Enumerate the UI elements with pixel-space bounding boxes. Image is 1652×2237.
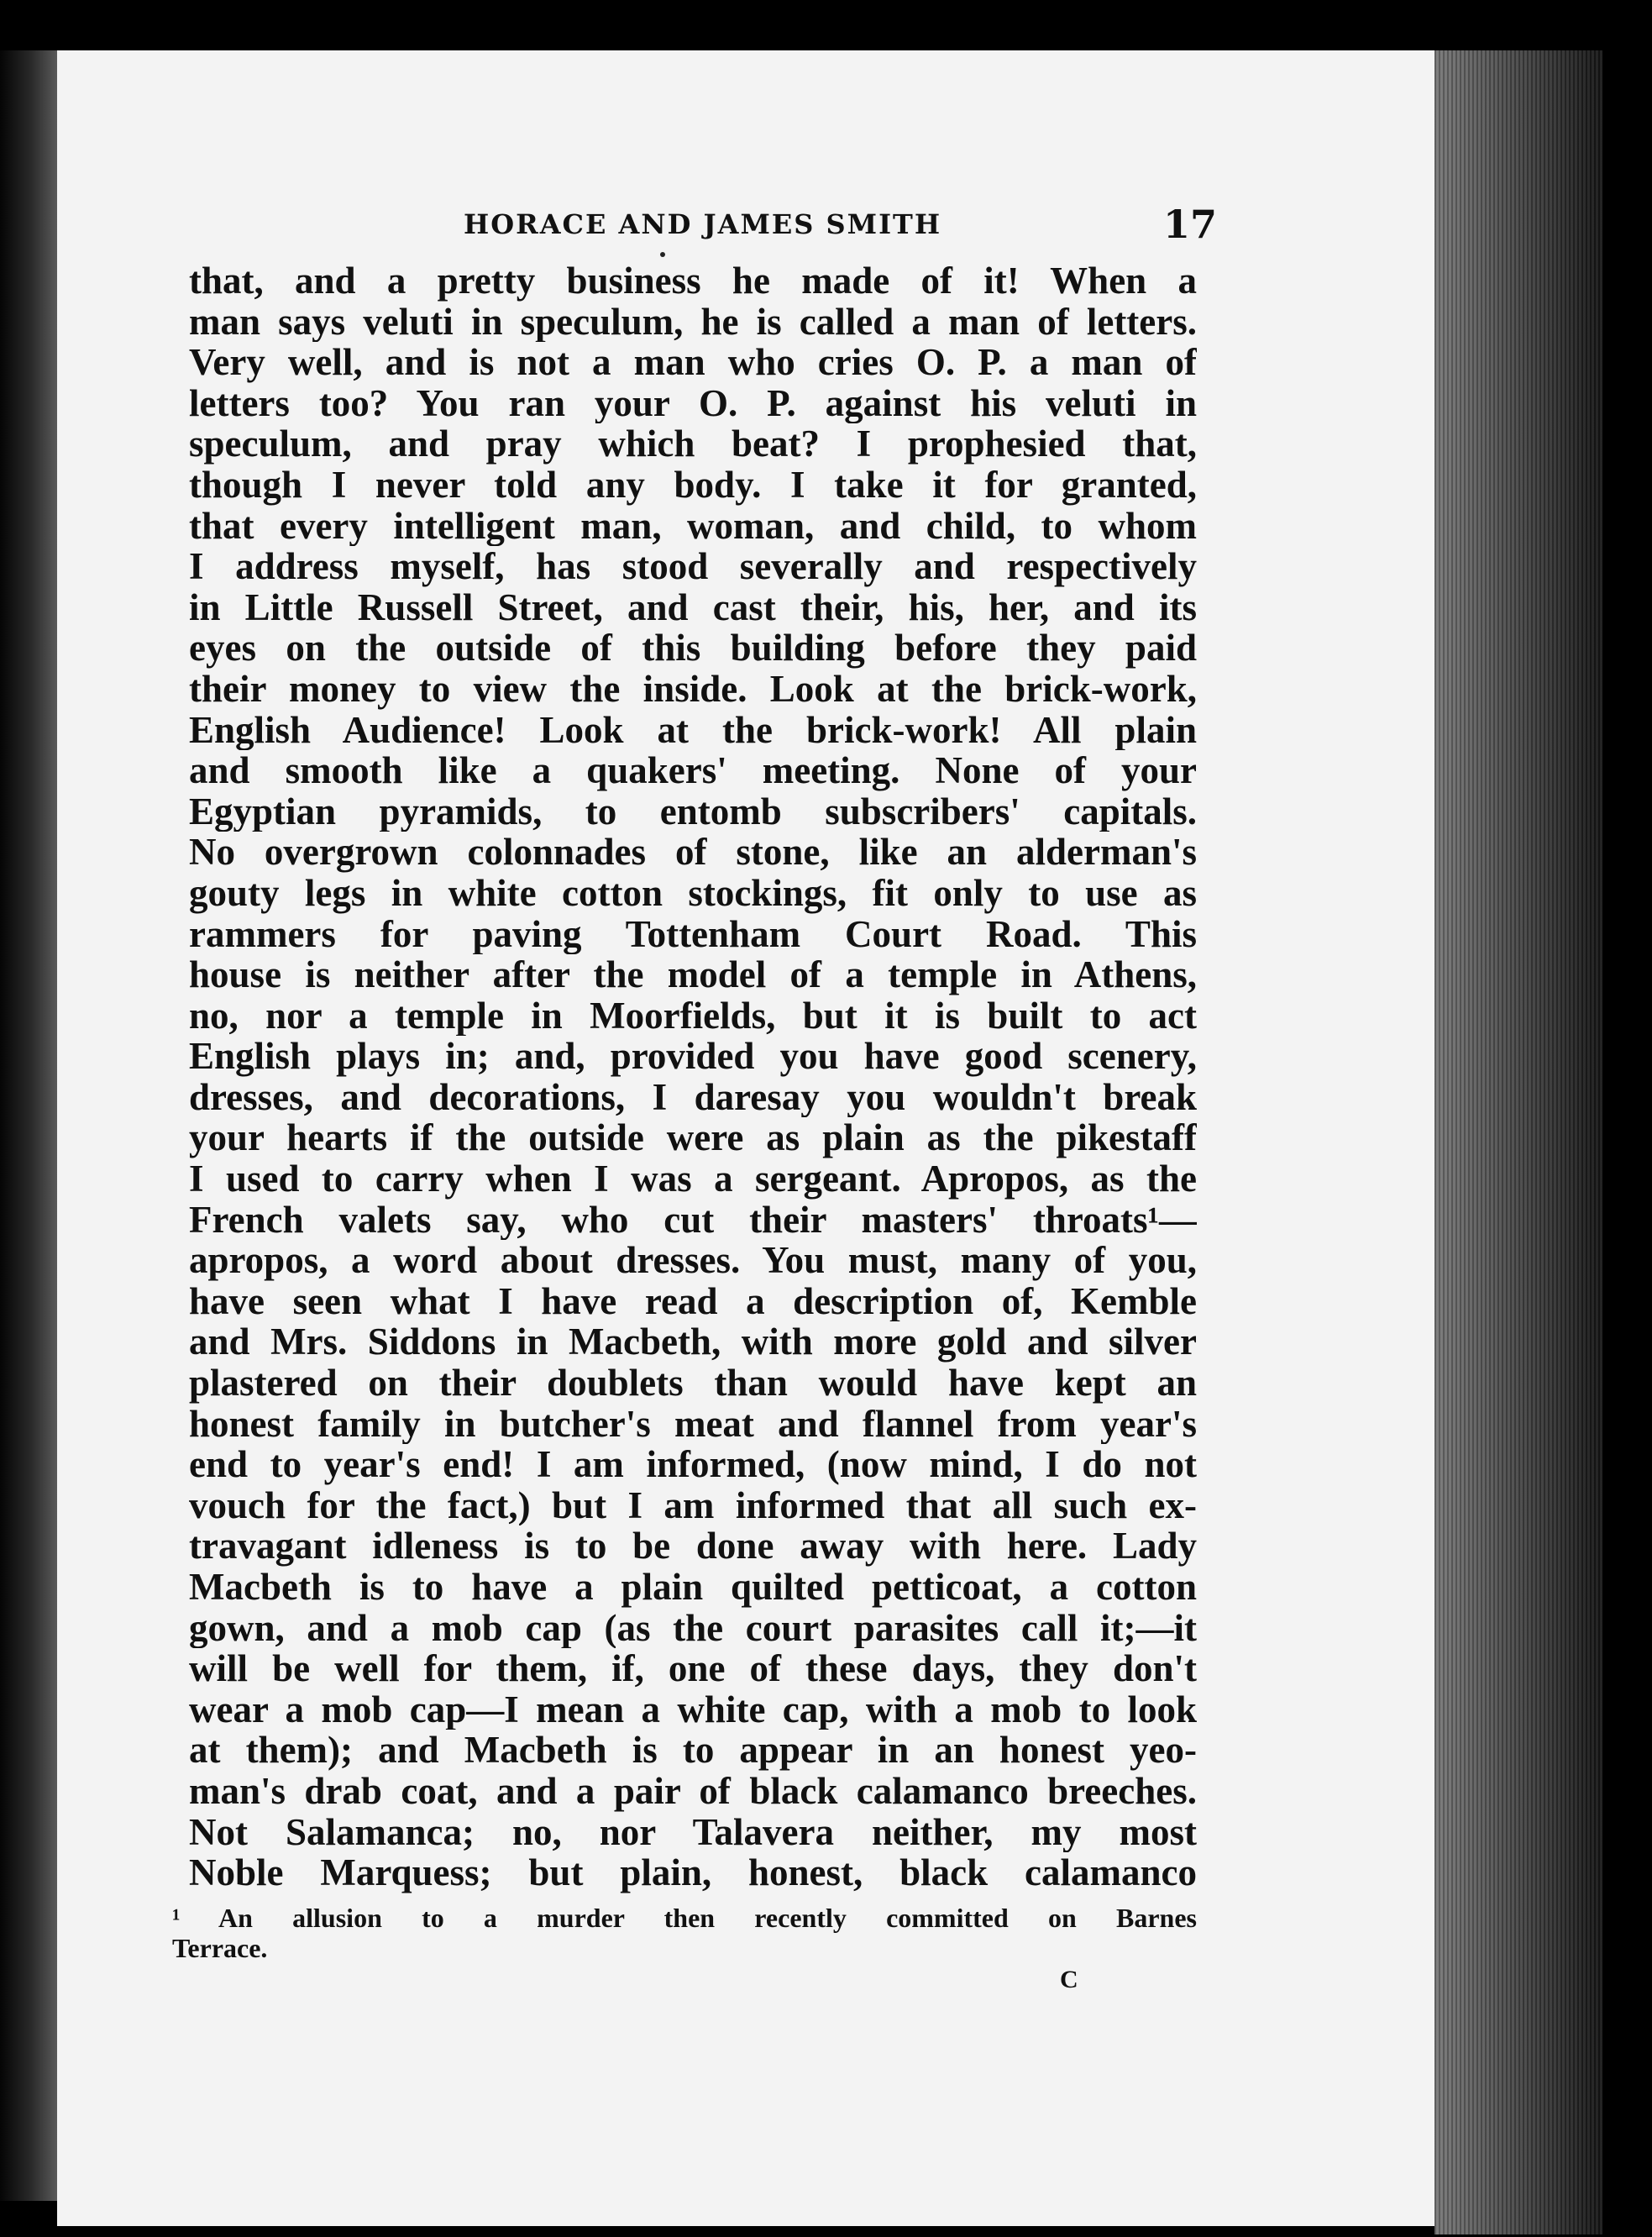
text-line: vouch for the fact,) but I am informed that all such ex- (189, 1484, 1197, 1526)
text-line: I used to carry when I was a sergeant. Apropos, as the (189, 1158, 1197, 1200)
text-line: plastered on their doublets than would have kept an (189, 1363, 1197, 1404)
text-line: have seen what I have read a description of, Kemble (189, 1280, 1197, 1322)
page-header (109, 202, 1218, 260)
text-line: dresses, and decorations, I daresay you wouldn't break (189, 1076, 1197, 1118)
text-line: and smooth like a quakers' meeting. None of your (189, 750, 1197, 791)
text-line: eyes on the outside of this building before they paid (189, 628, 1197, 669)
text-line: at them); and Macbeth is to appear in an honest yeo- (189, 1730, 1197, 1771)
text-line: Not Salamanca; no, nor Talavera neither, my most (189, 1811, 1197, 1853)
signature-mark: C (1060, 1966, 1078, 1993)
text-line: house is neither after the model of a temple in Athens, (189, 954, 1197, 995)
text-line: will be well for them, if, one of these days, they don't (189, 1648, 1197, 1689)
text-line: gouty legs in white cotton stockings, fit only to use as (189, 872, 1197, 914)
footnote-line: ¹ An allusion to a murder then recently committed on Barnes (172, 1903, 1197, 1933)
text-line: though I never told any body. I take it for granted, (189, 464, 1197, 506)
text-line: English plays in; and, provided you have good scenery, (189, 1036, 1197, 1077)
page-number: 17 (1163, 202, 1218, 247)
text-line: in Little Russell Street, and cast their, his, her, and its (189, 586, 1197, 628)
body-text (189, 260, 1197, 1893)
text-line: apropos, a word about dresses. You must, many of you, (189, 1240, 1197, 1281)
text-line: letters too? You ran your O. P. against his veluti in (189, 382, 1197, 424)
text-line: Macbeth is to have a plain quilted petticoat, a cotton (189, 1567, 1197, 1608)
text-line: rammers for paving Tottenham Court Road. This (189, 913, 1197, 955)
text-line: travagant idleness is to be done away with here. Lady (189, 1525, 1197, 1567)
running-title: HORACE AND JAMES SMITH (464, 208, 942, 240)
text-line: wear a mob cap—I mean a white cap, with a mob to look (189, 1688, 1197, 1730)
text-line: man's drab coat, and a pair of black calamanco breeches. (189, 1770, 1197, 1812)
book-spine-shadow (0, 50, 57, 2201)
text-line: man says veluti in speculum, he is called a man of letters. (189, 301, 1197, 343)
footnote-line: Terrace. (172, 1933, 268, 1963)
page-fore-edge (1434, 50, 1602, 2234)
text-line: I address myself, has stood severally and respectively (189, 546, 1197, 587)
text-line: speculum, and pray which beat? I prophesied that, (189, 423, 1197, 465)
text-line: honest family in butcher's meat and flannel from year's (189, 1403, 1197, 1445)
text-line: that, and a pretty business he made of it! When a (189, 260, 1197, 302)
text-line: Noble Marquess; but plain, honest, black calamanco (189, 1852, 1197, 1893)
text-line: no, nor a temple in Moorfields, but it is built to act (189, 995, 1197, 1037)
text-line: French valets say, who cut their masters' throats¹— (189, 1199, 1197, 1241)
text-line: English Audience! Look at the brick-work! All plain (189, 709, 1197, 751)
footnote (172, 1903, 1197, 1963)
text-line: that every intelligent man, woman, and child, to whom (189, 505, 1197, 547)
text-line: and Mrs. Siddons in Macbeth, with more gold and silver (189, 1321, 1197, 1363)
text-line: gown, and a mob cap (as the court parasites call it;—it (189, 1607, 1197, 1649)
text-line: No overgrown colonnades of stone, like an alderman's (189, 832, 1197, 873)
text-line: their money to view the inside. Look at the brick-work, (189, 668, 1197, 710)
print-speck (660, 252, 665, 257)
text-line: Very well, and is not a man who cries O. P. a man of (189, 342, 1197, 383)
text-line: Egyptian pyramids, to entomb subscribers' capitals. (189, 790, 1197, 832)
text-line: end to year's end! I am informed, (now mind, I do not (189, 1444, 1197, 1485)
text-line: your hearts if the outside were as plain as the pikestaff (189, 1117, 1197, 1159)
